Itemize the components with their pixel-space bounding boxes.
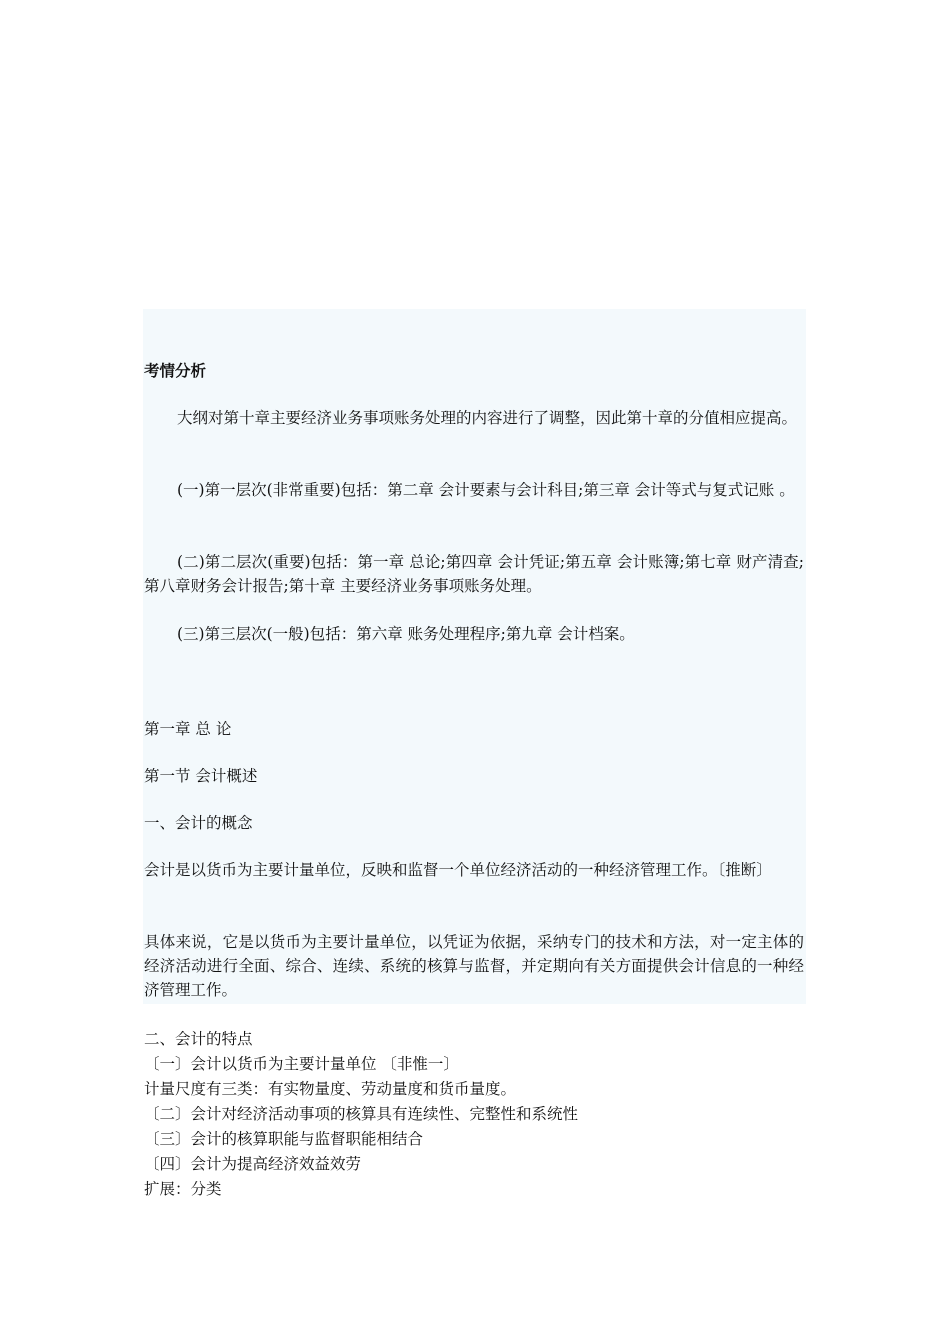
section-title: 第一节 会计概述	[144, 767, 258, 785]
analysis-level-1: (一)第一层次(非常重要)包括：第二章 会计要素与会计科目;第三章 会计等式与复式记账 。	[177, 481, 795, 499]
chapter-title: 第一章 总 论	[144, 720, 232, 738]
concept-heading: 一、会计的概念	[144, 814, 253, 832]
concept-detail: 具体来说，它是以货币为主要计量单位，以凭证为依据，采纳专门的技术和方法，对一定主体的经济活动进行全面、综合、连续、系统的核算与监督，并定期向有关方面提供会计信息的一种经济管理工作。	[144, 933, 804, 999]
analysis-intro: 大纲对第十章主要经济业务事项账务处理的内容进行了调整，因此第十章的分值相应提高。	[177, 409, 798, 427]
feature-line: 〔四〕会计为提高经济效益效劳	[144, 1155, 362, 1173]
concept-definition: 会计是以货币为主要计量单位，反映和监督一个单位经济活动的一种经济管理工作。〔推断〕	[144, 861, 772, 879]
analysis-level-3: (三)第三层次(一般)包括：第六章 账务处理程序;第九章 会计档案。	[177, 625, 635, 643]
analysis-heading: 考情分析	[144, 361, 207, 380]
feature-line: 〔三〕会计的核算职能与监督职能相结合	[144, 1130, 424, 1148]
features-heading: 二、会计的特点	[144, 1030, 253, 1048]
feature-line: 〔一〕会计以货币为主要计量单位 〔非惟一〕	[144, 1055, 459, 1073]
feature-line: 扩展：分类	[144, 1180, 222, 1198]
feature-line: 计量尺度有三类：有实物量度、劳动量度和货币量度。	[144, 1080, 517, 1098]
analysis-level-2: (二)第二层次(重要)包括：第一章 总论;第四章 会计凭证;第五章 会计账簿;第七章 财产清查;第八章财务会计报告;第十章 主要经济业务事项账务处理。	[144, 553, 804, 595]
feature-line: 〔二〕会计对经济活动事项的核算具有连续性、完整性和系统性	[144, 1105, 579, 1123]
